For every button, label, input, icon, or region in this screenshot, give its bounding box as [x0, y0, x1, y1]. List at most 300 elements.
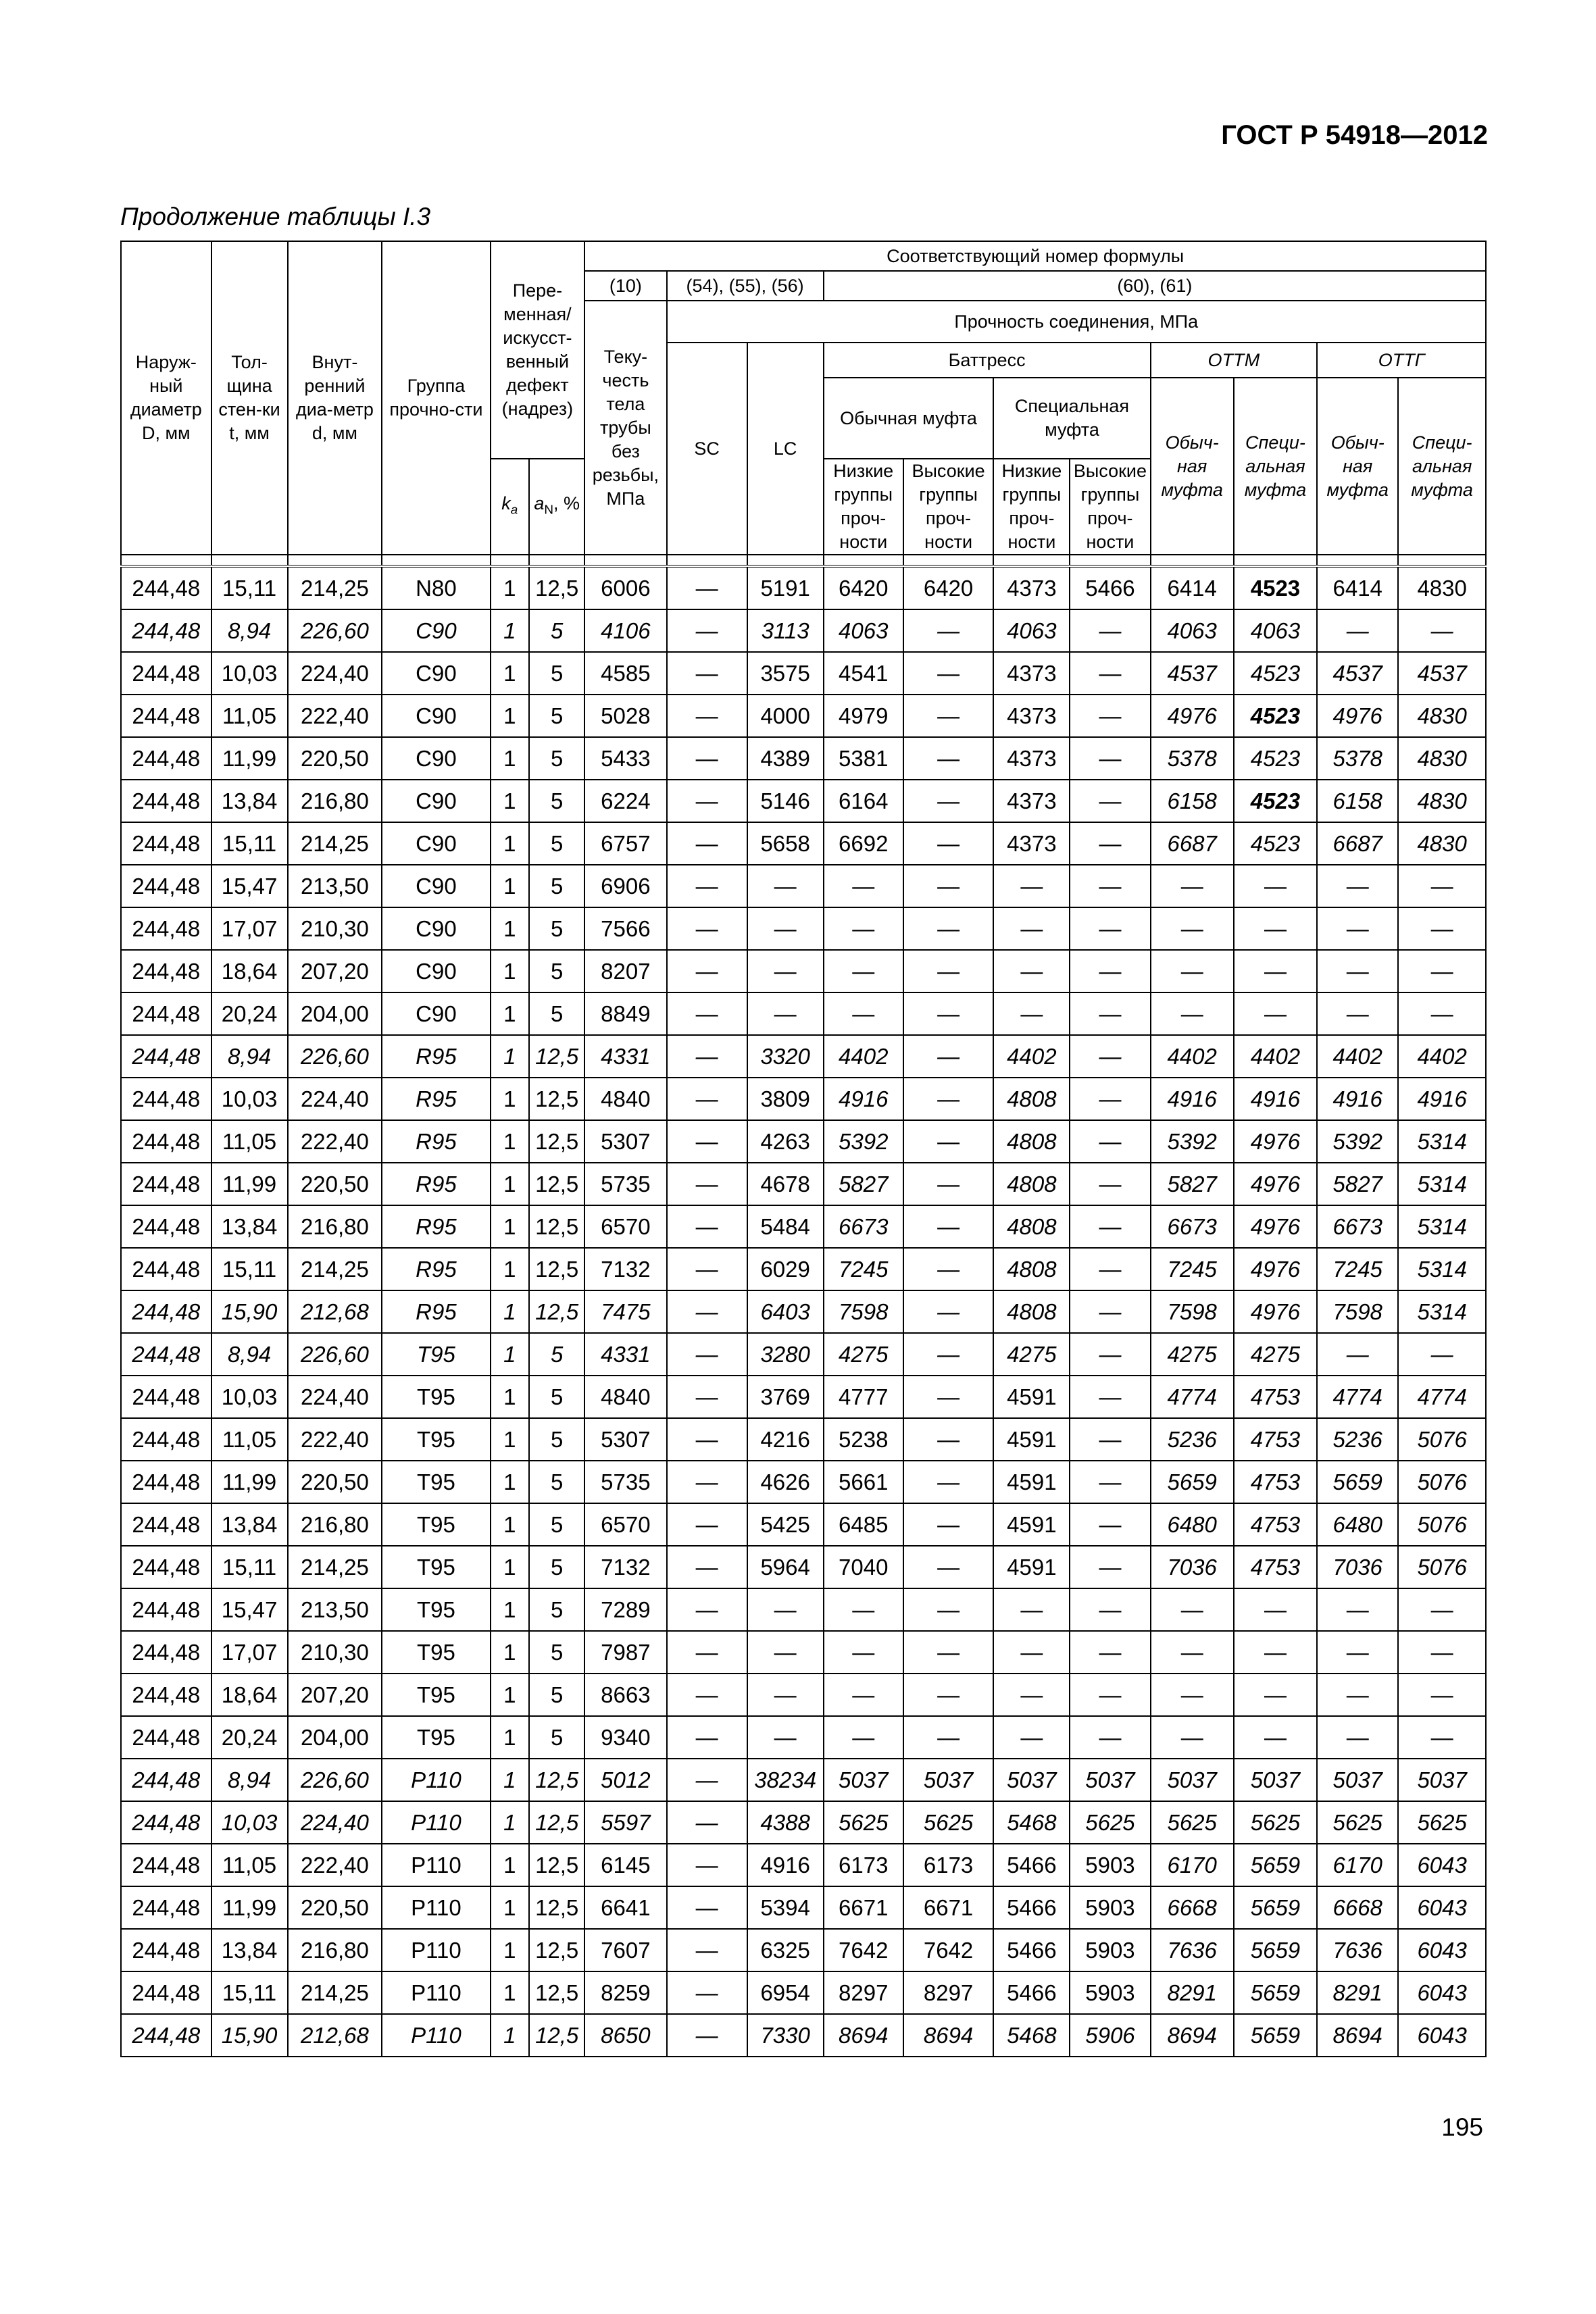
table-cell: 4678 [747, 1163, 824, 1205]
table-cell: 4808 [993, 1163, 1070, 1205]
table-cell: 1 [491, 1886, 530, 1929]
table-cell: — [667, 865, 747, 907]
table-cell: — [1070, 1248, 1150, 1290]
table-cell: 5906 [1070, 2014, 1150, 2057]
header-outer-diameter: Наруж-ный диаметр D, мм [121, 241, 211, 555]
table-row [121, 865, 1486, 907]
table-cell: 1 [491, 1759, 530, 1801]
table-cell: 4523 [1234, 566, 1317, 609]
table-cell: 5964 [747, 1546, 824, 1588]
table-row [121, 1035, 1486, 1078]
table-cell: 5 [529, 1376, 584, 1418]
table-cell: 4000 [747, 695, 824, 737]
header-buttress-special-high: Высокие группы проч-ности [1070, 459, 1150, 555]
table-cell: 3575 [747, 652, 824, 695]
table-cell: 4830 [1398, 822, 1486, 865]
table-cell: 8694 [824, 2014, 903, 2057]
table-cell: 6043 [1398, 1971, 1486, 2014]
table-cell: — [824, 907, 903, 950]
table-cell: 5037 [1398, 1759, 1486, 1801]
table-cell: 204,00 [288, 992, 382, 1035]
table-cell: — [1234, 907, 1317, 950]
table-cell: — [1398, 907, 1486, 950]
table-cell: — [1070, 1163, 1150, 1205]
table-cell: 5466 [993, 1971, 1070, 2014]
table-cell: 244,48 [121, 992, 211, 1035]
table-cell: 6158 [1151, 780, 1234, 822]
table-cell: 6687 [1317, 822, 1398, 865]
table-cell: 5 [529, 1674, 584, 1716]
header-buttress-regular-high: Высокие группы проч-ности [903, 459, 994, 555]
table-cell: 6673 [1317, 1205, 1398, 1248]
table-cell: 5625 [1398, 1801, 1486, 1844]
table-cell: 5827 [1151, 1163, 1234, 1205]
table-cell: — [903, 1205, 994, 1248]
table-cell: 6414 [1317, 566, 1398, 609]
table-cell: — [1070, 1546, 1150, 1588]
table-cell: — [993, 1716, 1070, 1759]
table-row [121, 1290, 1486, 1333]
table-cell: 4402 [1398, 1035, 1486, 1078]
table-cell: — [824, 865, 903, 907]
table-cell: — [747, 1716, 824, 1759]
table-cell: 4402 [824, 1035, 903, 1078]
table-cell: — [1234, 992, 1317, 1035]
table-cell: 17,07 [211, 907, 288, 950]
table-cell: 4523 [1234, 822, 1317, 865]
table-row [121, 609, 1486, 652]
table-cell: 216,80 [288, 780, 382, 822]
table-cell: — [1317, 950, 1398, 992]
table-cell: 5392 [1317, 1120, 1398, 1163]
table-cell: 18,64 [211, 1674, 288, 1716]
table-cell: — [1070, 1716, 1150, 1759]
table-cell: 4106 [584, 609, 666, 652]
table-row [121, 1205, 1486, 1248]
table-cell: 244,48 [121, 1333, 211, 1376]
table-cell: R95 [382, 1205, 490, 1248]
table-cell: 4916 [824, 1078, 903, 1120]
table-cell: 7598 [1151, 1290, 1234, 1333]
table-cell: 220,50 [288, 1886, 382, 1929]
table-cell: 224,40 [288, 1376, 382, 1418]
table-cell: — [903, 1376, 994, 1418]
table-cell: P110 [382, 1971, 490, 2014]
table-cell: 1 [491, 1503, 530, 1546]
table-cell: — [1151, 1674, 1234, 1716]
table-cell: 213,50 [288, 1588, 382, 1631]
table-row [121, 1631, 1486, 1674]
table-cell: 5659 [1234, 1844, 1317, 1886]
table-cell: 6671 [824, 1886, 903, 1929]
table-cell: — [1070, 737, 1150, 780]
table-row [121, 1674, 1486, 1716]
table-cell: 4774 [1317, 1376, 1398, 1418]
table-cell: 6043 [1398, 1886, 1486, 1929]
table-cell: 244,48 [121, 822, 211, 865]
table-cell: 5392 [1151, 1120, 1234, 1163]
table-cell: 1 [491, 1461, 530, 1503]
table-cell: 5314 [1398, 1120, 1486, 1163]
table-cell: 8694 [1317, 2014, 1398, 2057]
table-cell: 244,48 [121, 1631, 211, 1674]
table-cell: 8849 [584, 992, 666, 1035]
table-cell: 15,47 [211, 865, 288, 907]
table-cell: — [1398, 1631, 1486, 1674]
table-cell: — [824, 992, 903, 1035]
table-cell: 4979 [824, 695, 903, 737]
table-header [121, 241, 1486, 566]
table-cell: — [903, 1418, 994, 1461]
table-cell: 244,48 [121, 1503, 211, 1546]
table-row [121, 950, 1486, 992]
table-cell: — [667, 1716, 747, 1759]
table-cell: 4373 [993, 652, 1070, 695]
table-cell: 8259 [584, 1971, 666, 2014]
table-cell: 244,48 [121, 737, 211, 780]
table-cell: 15,11 [211, 1546, 288, 1588]
header-regular-coupling: Обычная муфта [824, 378, 994, 459]
table-cell: — [667, 695, 747, 737]
table-cell: — [1070, 780, 1150, 822]
table-cell: 4402 [1317, 1035, 1398, 1078]
table-cell: 4275 [1234, 1333, 1317, 1376]
table-cell: P110 [382, 1886, 490, 1929]
table-cell: 8,94 [211, 1333, 288, 1376]
table-cell: 5903 [1070, 1929, 1150, 1971]
header-formula-group: Соответствующий номер формулы [584, 241, 1486, 271]
table-cell: — [824, 950, 903, 992]
table-cell: 6403 [747, 1290, 824, 1333]
table-cell: 244,48 [121, 1588, 211, 1631]
table-cell: — [1398, 1333, 1486, 1376]
table-row [121, 1333, 1486, 1376]
header-ottg-special: Специ-альная муфта [1398, 378, 1486, 555]
table-cell: 7475 [584, 1290, 666, 1333]
table-cell: 6145 [584, 1844, 666, 1886]
table-cell: 12,5 [529, 1035, 584, 1078]
table-cell: 4976 [1234, 1120, 1317, 1163]
table-row [121, 1503, 1486, 1546]
table-cell: — [667, 1078, 747, 1120]
table-cell: 6420 [903, 566, 994, 609]
table-cell: — [667, 1163, 747, 1205]
table-cell: 11,05 [211, 1120, 288, 1163]
table-row [121, 1588, 1486, 1631]
table-cell: 244,48 [121, 1376, 211, 1418]
table-cell: 4753 [1234, 1546, 1317, 1588]
table-cell: — [903, 1588, 994, 1631]
header-formula-10: (10) [584, 271, 666, 301]
table-cell: 4537 [1398, 652, 1486, 695]
table-cell: 5 [529, 737, 584, 780]
table-cell: 216,80 [288, 1503, 382, 1546]
table-cell: 5466 [1070, 566, 1150, 609]
table-cell: 5625 [1070, 1801, 1150, 1844]
table-cell: 3113 [747, 609, 824, 652]
table-cell: C90 [382, 695, 490, 737]
table-cell: 4774 [1398, 1376, 1486, 1418]
table-cell: 12,5 [529, 1120, 584, 1163]
table-cell: — [903, 1290, 994, 1333]
table-cell: 15,11 [211, 822, 288, 865]
table-cell: 12,5 [529, 1248, 584, 1290]
table-cell: 5661 [824, 1461, 903, 1503]
table-cell: 15,11 [211, 566, 288, 609]
table-cell: 5659 [1234, 1929, 1317, 1971]
table-cell: 1 [491, 1971, 530, 2014]
table-cell: 244,48 [121, 1929, 211, 1971]
table-cell: 4774 [1151, 1376, 1234, 1418]
table-cell: 4753 [1234, 1503, 1317, 1546]
table-cell: 13,84 [211, 1503, 288, 1546]
table-cell: 6906 [584, 865, 666, 907]
table-cell: — [1070, 1205, 1150, 1248]
table-cell: — [824, 1588, 903, 1631]
table-row [121, 822, 1486, 865]
table-cell: — [747, 865, 824, 907]
table-cell: — [1398, 609, 1486, 652]
header-wall-thickness: Тол-щина стен-ки t, мм [211, 241, 288, 555]
table-cell: 5392 [824, 1120, 903, 1163]
header-ottm-special: Специ-альная муфта [1234, 378, 1317, 555]
table-cell: T95 [382, 1376, 490, 1418]
table-cell: P110 [382, 1759, 490, 1801]
table-cell: 4331 [584, 1333, 666, 1376]
table-cell: — [1317, 992, 1398, 1035]
table-cell: 12,5 [529, 1971, 584, 2014]
table-cell: — [1151, 1631, 1234, 1674]
table-cell: 9340 [584, 1716, 666, 1759]
table-cell: 8207 [584, 950, 666, 992]
table-cell: — [993, 992, 1070, 1035]
table-cell: 6485 [824, 1503, 903, 1546]
table-cell: 5 [529, 992, 584, 1035]
table-cell: 6641 [584, 1886, 666, 1929]
table-cell: — [1151, 907, 1234, 950]
table-cell: 244,48 [121, 865, 211, 907]
table-cell: 214,25 [288, 1546, 382, 1588]
table-body [121, 566, 1486, 2057]
table-row [121, 780, 1486, 822]
table-cell: 4808 [993, 1078, 1070, 1120]
table-cell: 5037 [1234, 1759, 1317, 1801]
table-cell: T95 [382, 1716, 490, 1759]
table-cell: 11,05 [211, 1844, 288, 1886]
table-cell: — [993, 907, 1070, 950]
table-cell: 4063 [993, 609, 1070, 652]
table-cell: 1 [491, 1120, 530, 1163]
table-cell: 1 [491, 1631, 530, 1674]
table-row [121, 1376, 1486, 1418]
table-cell: 4373 [993, 780, 1070, 822]
table-cell: — [1398, 865, 1486, 907]
table-cell: — [747, 992, 824, 1035]
table-cell: 4976 [1234, 1248, 1317, 1290]
table-cell: 220,50 [288, 737, 382, 780]
table-cell: 5076 [1398, 1418, 1486, 1461]
table-cell: 6671 [903, 1886, 994, 1929]
table-cell: 244,48 [121, 609, 211, 652]
table-cell: 4916 [1398, 1078, 1486, 1120]
table-cell: — [1070, 609, 1150, 652]
table-cell: — [1070, 992, 1150, 1035]
table-cell: 5037 [1317, 1759, 1398, 1801]
table-cell: P110 [382, 1929, 490, 1971]
table-cell: — [824, 1716, 903, 1759]
table-cell: 5466 [993, 1929, 1070, 1971]
table-cell: — [667, 1588, 747, 1631]
table-cell: R95 [382, 1078, 490, 1120]
table-cell: 1 [491, 1376, 530, 1418]
table-cell: 4523 [1234, 652, 1317, 695]
table-cell: 7566 [584, 907, 666, 950]
table-cell: 4063 [1234, 609, 1317, 652]
table-cell: — [1151, 865, 1234, 907]
table-cell: 1 [491, 992, 530, 1035]
table-cell: 12,5 [529, 1759, 584, 1801]
table-cell: 6480 [1317, 1503, 1398, 1546]
data-table [120, 241, 1487, 2057]
table-cell: 4976 [1234, 1205, 1317, 1248]
table-cell: 244,48 [121, 2014, 211, 2057]
header-ottg-regular: Обыч-ная муфта [1317, 378, 1398, 555]
table-cell: 7036 [1317, 1546, 1398, 1588]
table-cell: 5 [529, 1588, 584, 1631]
table-cell: — [903, 652, 994, 695]
table-cell: 214,25 [288, 566, 382, 609]
table-cell: — [1070, 1461, 1150, 1503]
table-cell: 11,99 [211, 1461, 288, 1503]
table-cell: 244,48 [121, 1248, 211, 1290]
table-cell: — [667, 609, 747, 652]
table-cell: — [1317, 907, 1398, 950]
table-cell: 4373 [993, 566, 1070, 609]
table-cell: 6173 [903, 1844, 994, 1886]
table-cell: — [667, 1631, 747, 1674]
table-cell: — [1317, 1333, 1398, 1376]
header-ottg: ОТТГ [1317, 343, 1486, 378]
table-cell: 226,60 [288, 1759, 382, 1801]
table-cell: 7987 [584, 1631, 666, 1674]
table-cell: 6158 [1317, 780, 1398, 822]
table-cell: 5468 [993, 2014, 1070, 2057]
table-cell: 8,94 [211, 1759, 288, 1801]
table-cell: — [667, 1759, 747, 1801]
table-cell: 244,48 [121, 780, 211, 822]
header-ka: $k_a$ [491, 459, 530, 555]
table-cell: 5314 [1398, 1290, 1486, 1333]
table-cell: 1 [491, 652, 530, 695]
table-cell: 4275 [824, 1333, 903, 1376]
table-cell: — [667, 1205, 747, 1248]
table-cell: — [667, 652, 747, 695]
table-cell: R95 [382, 1120, 490, 1163]
table-cell: 222,40 [288, 1418, 382, 1461]
table-cell: C90 [382, 950, 490, 992]
table-cell: — [1070, 822, 1150, 865]
table-cell: 4976 [1317, 695, 1398, 737]
table-cell: 5 [529, 1546, 584, 1588]
table-cell: 6043 [1398, 1844, 1486, 1886]
table-cell: 12,5 [529, 1886, 584, 1929]
table-cell: 8663 [584, 1674, 666, 1716]
table-cell: 4388 [747, 1801, 824, 1844]
table-cell: — [667, 1376, 747, 1418]
table-row [121, 1120, 1486, 1163]
table-cell: — [667, 1333, 747, 1376]
table-cell: — [903, 1248, 994, 1290]
table-cell: 213,50 [288, 865, 382, 907]
table-cell: 4591 [993, 1376, 1070, 1418]
table-cell: 5 [529, 780, 584, 822]
table-cell: T95 [382, 1546, 490, 1588]
table-cell: 7245 [1317, 1248, 1398, 1290]
table-cell: — [1151, 1716, 1234, 1759]
table-cell: 17,07 [211, 1631, 288, 1674]
table-cell: 4808 [993, 1205, 1070, 1248]
table-cell: 4263 [747, 1120, 824, 1163]
table-cell: 10,03 [211, 652, 288, 695]
table-cell: — [1317, 1631, 1398, 1674]
table-cell: 4753 [1234, 1376, 1317, 1418]
table-cell: — [1070, 1503, 1150, 1546]
table-cell: 5394 [747, 1886, 824, 1929]
table-cell: — [1151, 992, 1234, 1035]
table-cell: 4916 [1151, 1078, 1234, 1120]
table-cell: 6480 [1151, 1503, 1234, 1546]
table-cell: 4523 [1234, 737, 1317, 780]
table-cell: — [1151, 950, 1234, 992]
table-cell: — [903, 1461, 994, 1503]
table-cell: 5378 [1317, 737, 1398, 780]
table-cell: 12,5 [529, 1290, 584, 1333]
table-cell: — [667, 1929, 747, 1971]
table-cell: 216,80 [288, 1205, 382, 1248]
table-cell: — [667, 1674, 747, 1716]
table-row [121, 1546, 1486, 1588]
table-cell: 5146 [747, 780, 824, 822]
table-cell: 244,48 [121, 1418, 211, 1461]
table-cell: — [1234, 865, 1317, 907]
table-cell: — [993, 1631, 1070, 1674]
table-cell: 4777 [824, 1376, 903, 1418]
table-cell: — [903, 907, 994, 950]
table-cell: 5307 [584, 1418, 666, 1461]
table-cell: 1 [491, 1290, 530, 1333]
table-cell: — [1070, 1290, 1150, 1333]
table-cell: 12,5 [529, 1163, 584, 1205]
table-cell: 6668 [1151, 1886, 1234, 1929]
table-cell: — [903, 1546, 994, 1588]
table-cell: 220,50 [288, 1461, 382, 1503]
table-cell: 216,80 [288, 1929, 382, 1971]
table-cell: 5 [529, 1418, 584, 1461]
table-row [121, 907, 1486, 950]
table-cell: 12,5 [529, 2014, 584, 2057]
table-cell: — [1398, 1674, 1486, 1716]
table-cell: — [1070, 1078, 1150, 1120]
table-cell: C90 [382, 609, 490, 652]
table-cell: 4976 [1234, 1290, 1317, 1333]
table-cell: 1 [491, 865, 530, 907]
table-cell: 5314 [1398, 1205, 1486, 1248]
table-cell: 4808 [993, 1290, 1070, 1333]
table-cell: 4830 [1398, 695, 1486, 737]
table-cell: 13,84 [211, 780, 288, 822]
table-cell: 5 [529, 652, 584, 695]
table-cell: 207,20 [288, 1674, 382, 1716]
